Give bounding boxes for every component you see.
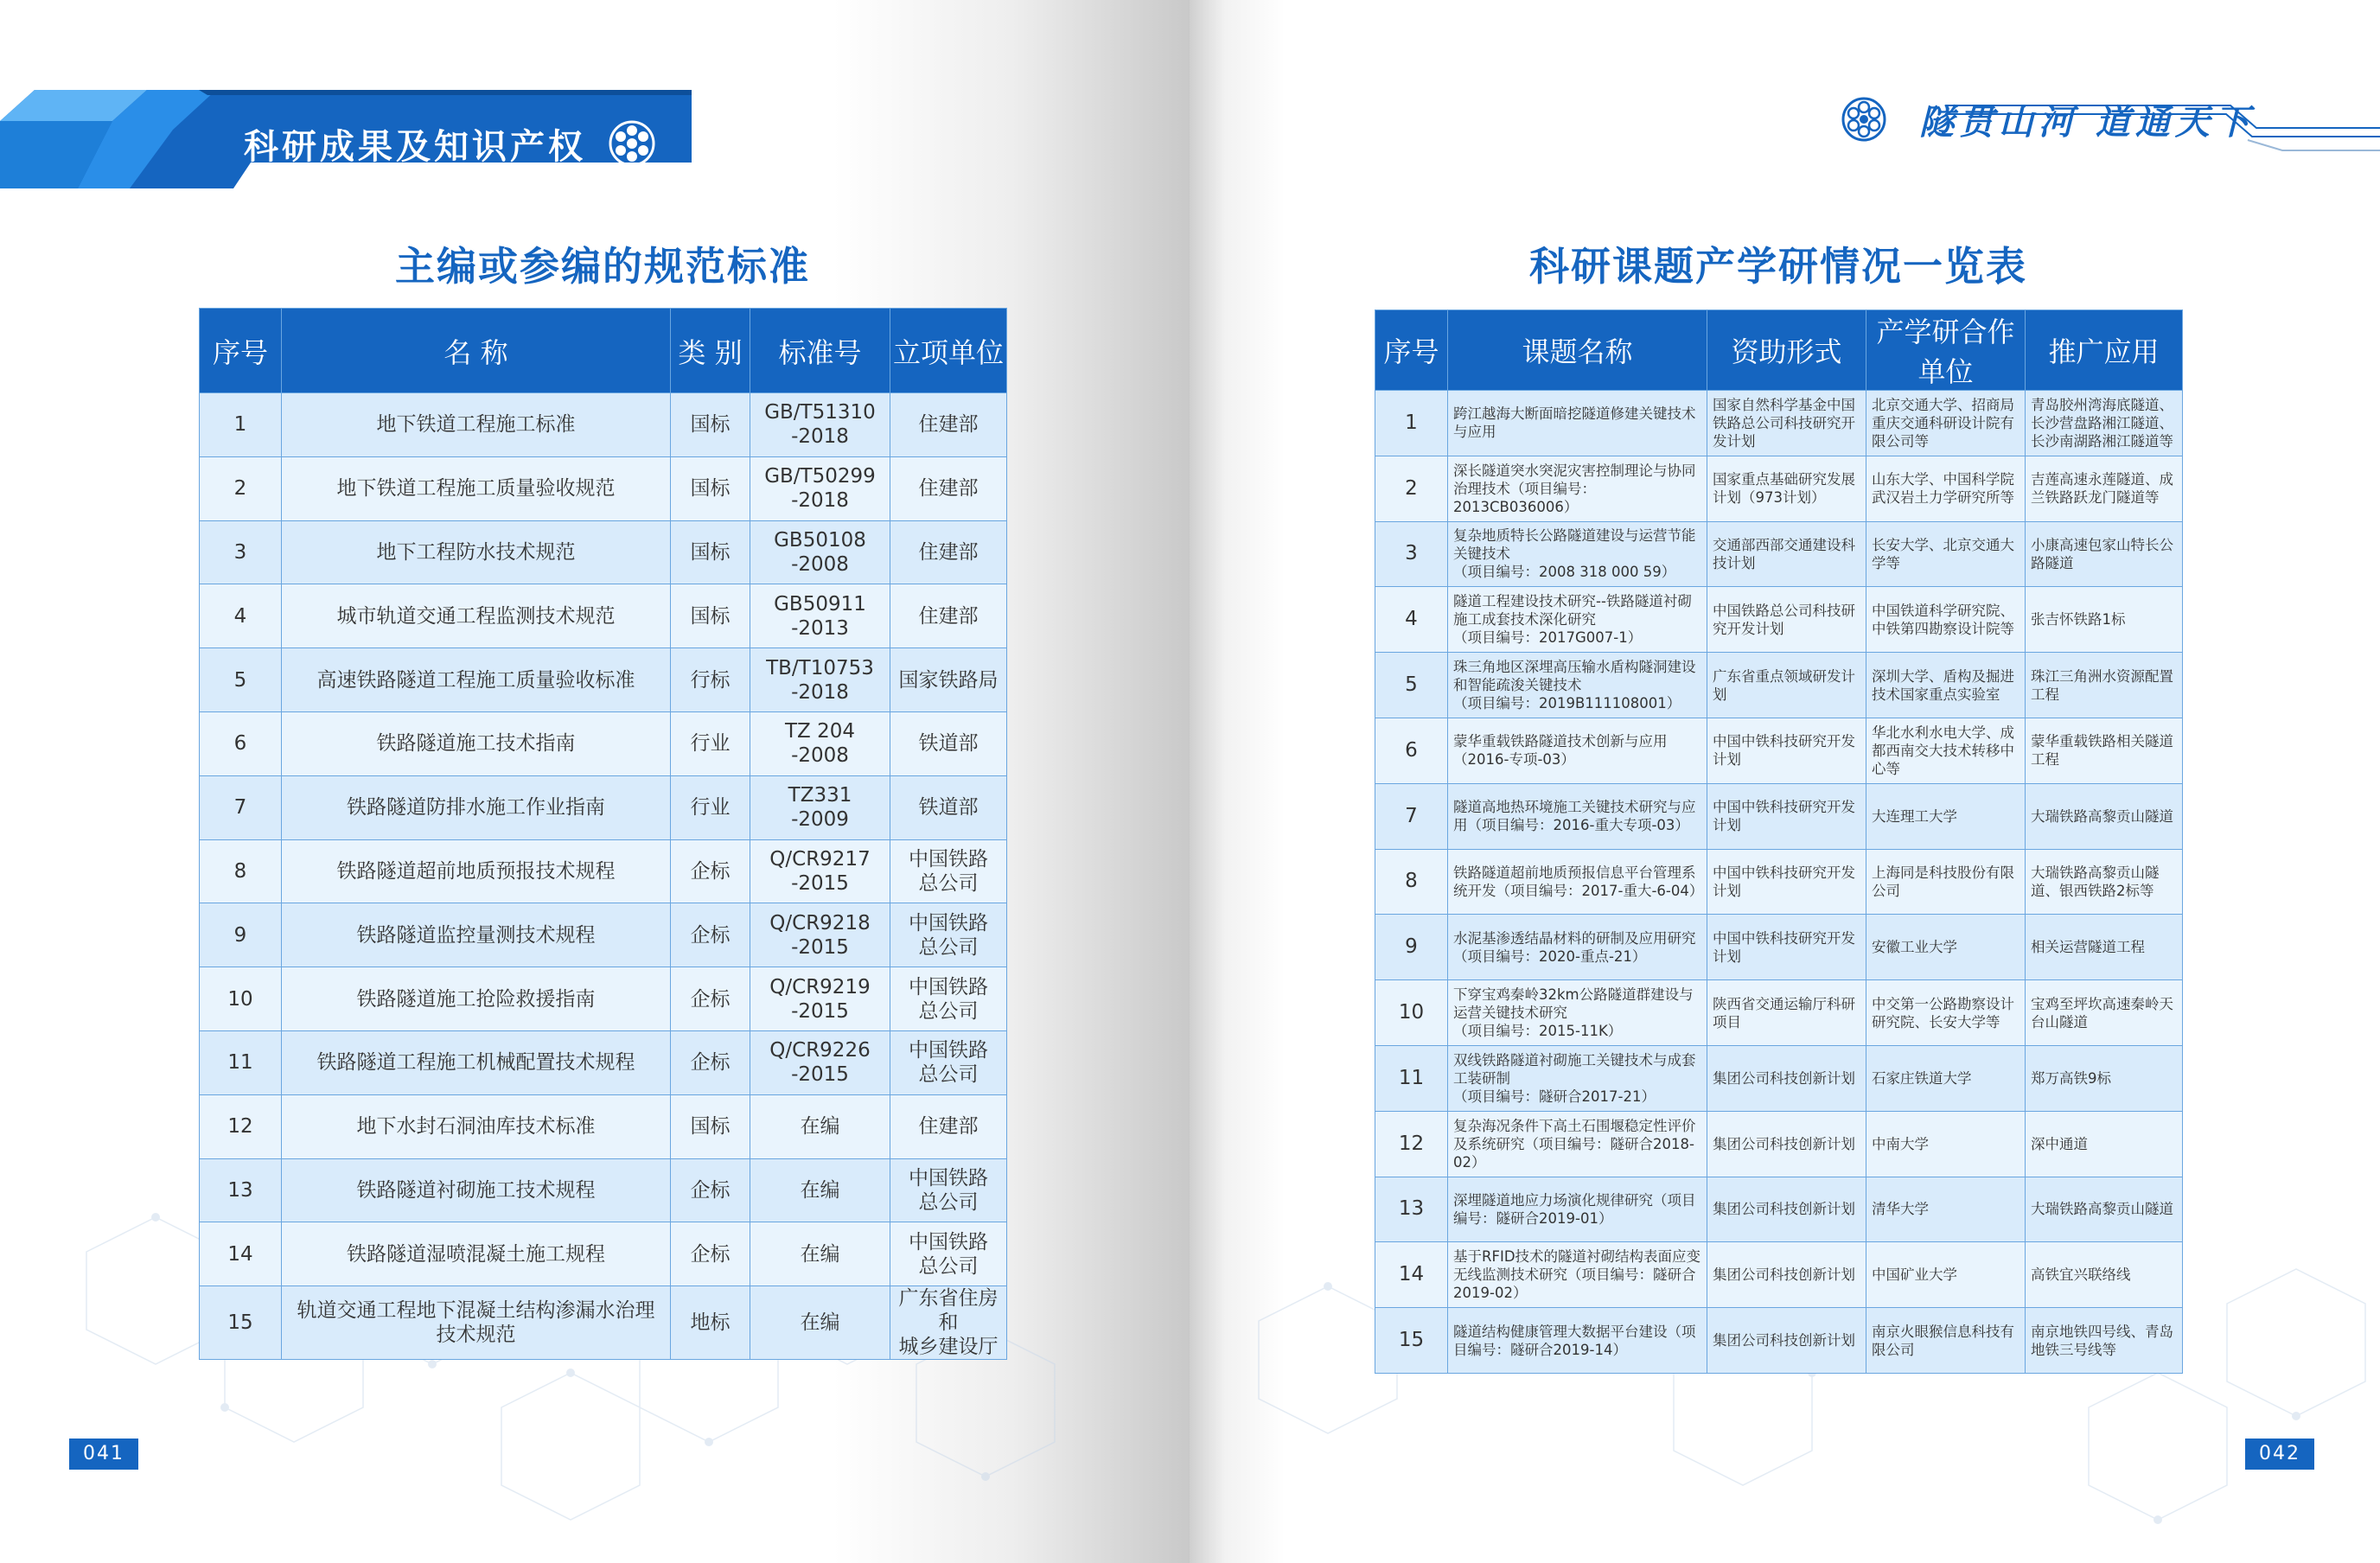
table-cell: 华北水利水电大学、成都西南交大技术转移中心等 <box>1866 718 2026 783</box>
table-cell: 铁路隧道湿喷混凝土施工规程 <box>282 1222 671 1286</box>
table-cell: 地标 <box>671 1286 750 1360</box>
table-row <box>200 584 1007 648</box>
table-cell: 12 <box>1375 1111 1448 1177</box>
table-cell: 长安大学、北京交通大学等 <box>1866 521 2026 587</box>
table-cell: 集团公司科技创新计划 <box>1707 1308 1866 1374</box>
table-cell: 集团公司科技创新计划 <box>1707 1177 1866 1242</box>
table-row <box>1375 718 2183 783</box>
table-cell: TZ331 -2009 <box>750 775 890 839</box>
table-cell: 中国铁道科学研究院、中铁第四勘察设计院等 <box>1866 587 2026 653</box>
table-cell: 国家自然科学基金中国铁路总公司科技研究开发计划 <box>1707 391 1866 456</box>
table-cell: 珠江三角洲水资源配置工程 <box>2026 653 2183 718</box>
table-cell: 7 <box>1375 783 1448 849</box>
table-cell: 上海同是科技股份有限公司 <box>1866 849 2026 915</box>
table-cell: 3 <box>200 520 282 584</box>
table-cell: 铁路隧道监控量测技术规程 <box>282 903 671 967</box>
table-cell: 15 <box>1375 1308 1448 1374</box>
table-cell: 企标 <box>671 1158 750 1222</box>
table-cell: 集团公司科技创新计划 <box>1707 1242 1866 1308</box>
table-cell: 行标 <box>671 648 750 712</box>
table-cell: 国标 <box>671 393 750 457</box>
table-cell: 深埋隧道地应力场演化规律研究（项目编号：隧研合2019-01） <box>1448 1177 1707 1242</box>
table-cell: 高速铁路隧道工程施工质量验收标准 <box>282 648 671 712</box>
table-cell: 14 <box>200 1222 282 1286</box>
table-cell: 高铁宜兴联络线 <box>2026 1242 2183 1308</box>
table-cell: 企标 <box>671 1030 750 1094</box>
table-cell: 住建部 <box>890 520 1007 584</box>
table-cell: 中国铁路 总公司 <box>890 1158 1007 1222</box>
header-cell: 序号 <box>1375 310 1448 391</box>
table-row <box>1375 521 2183 587</box>
table-cell: Q/CR9226 -2015 <box>750 1030 890 1094</box>
table-row <box>200 1094 1007 1158</box>
table-cell: 2 <box>200 456 282 520</box>
table-cell: GB50911 -2013 <box>750 584 890 648</box>
table-cell: 中国铁路 总公司 <box>890 839 1007 903</box>
table-cell: 6 <box>1375 718 1448 783</box>
table-row <box>1375 849 2183 915</box>
table-cell: 吉莲高速永莲隧道、成兰铁路跃龙门隧道等 <box>2026 456 2183 521</box>
table-cell: 5 <box>200 648 282 712</box>
header-cell: 资助形式 <box>1707 310 1866 391</box>
table-cell: 铁路隧道施工抢险救援指南 <box>282 967 671 1031</box>
table-cell: 青岛胶州湾海底隧道、长沙营盘路湘江隧道、长沙南湖路湘江隧道等 <box>2026 391 2183 456</box>
table-row <box>1375 1308 2183 1374</box>
table-row <box>200 775 1007 839</box>
table-cell: 8 <box>200 839 282 903</box>
table-row <box>1375 1177 2183 1242</box>
table-cell: 3 <box>1375 521 1448 587</box>
table-cell: 中国铁路 总公司 <box>890 967 1007 1031</box>
table-cell: 企标 <box>671 839 750 903</box>
table-cell: 铁路隧道工程施工机械配置技术规程 <box>282 1030 671 1094</box>
table-row <box>200 1222 1007 1286</box>
table-cell: 企标 <box>671 1222 750 1286</box>
table-cell: 15 <box>200 1286 282 1360</box>
table-cell: 企标 <box>671 967 750 1031</box>
left-section-title: 主编或参编的规范标准 <box>395 243 810 290</box>
table-row <box>1375 587 2183 653</box>
banner-title: 科研成果及知识产权 <box>244 127 586 167</box>
table-cell: 铁路隧道施工技术指南 <box>282 711 671 775</box>
table-cell: Q/CR9219 -2015 <box>750 967 890 1031</box>
table-row <box>1375 1111 2183 1177</box>
table-cell: TB/T10753 -2018 <box>750 648 890 712</box>
table-cell: 隧道结构健康管理大数据平台建设（项目编号：隧研合2019-14） <box>1448 1308 1707 1374</box>
table-cell: 安徽工业大学 <box>1866 915 2026 980</box>
table-row <box>200 839 1007 903</box>
projects-table <box>1375 309 2183 1374</box>
table-row <box>200 1030 1007 1094</box>
table-cell: 4 <box>200 584 282 648</box>
header-cell: 序号 <box>200 309 282 393</box>
table-cell: 陕西省交通运输厅科研项目 <box>1707 980 1866 1046</box>
table-cell: 4 <box>1375 587 1448 653</box>
table-cell: 国标 <box>671 584 750 648</box>
table-cell: 13 <box>1375 1177 1448 1242</box>
table-cell: GB/T51310 -2018 <box>750 393 890 457</box>
table-cell: 9 <box>1375 915 1448 980</box>
table-cell: 1 <box>1375 391 1448 456</box>
table-cell: 行业 <box>671 775 750 839</box>
table-cell: 国家铁路局 <box>890 648 1007 712</box>
table-cell: 地下铁道工程施工质量验收规范 <box>282 456 671 520</box>
table-cell: 11 <box>200 1030 282 1094</box>
table-cell: 清华大学 <box>1866 1177 2026 1242</box>
table-cell: 深长隧道突水突泥灾害控制理论与协同治理技术（项目编号：2013CB036006） <box>1448 456 1707 521</box>
table-cell: 珠三角地区深埋高压输水盾构隧洞建设和智能疏浚关键技术 （项目编号：2019B111108001） <box>1448 653 1707 718</box>
header-cell: 类 别 <box>671 309 750 393</box>
table-cell: 张吉怀铁路1标 <box>2026 587 2183 653</box>
table-cell: 铁道部 <box>890 775 1007 839</box>
table-cell: 铁路隧道超前地质预报信息平台管理系统开发（项目编号：2017-重大-6-04） <box>1448 849 1707 915</box>
table-cell: 在编 <box>750 1222 890 1286</box>
table-cell: 住建部 <box>890 584 1007 648</box>
table-row <box>200 1286 1007 1360</box>
table-cell: 国家重点基础研究发展计划（973计划） <box>1707 456 1866 521</box>
table-cell: 下穿宝鸡秦岭32km公路隧道群建设与运营关键技术研究 （项目编号：2015-11K） <box>1448 980 1707 1046</box>
table-cell: 城市轨道交通工程监测技术规范 <box>282 584 671 648</box>
table-row <box>200 1158 1007 1222</box>
table-row <box>200 903 1007 967</box>
table-cell: 复杂地质特长公路隧道建设与运营节能关键技术 （项目编号：2008 318 000 59） <box>1448 521 1707 587</box>
wheel-emblem-icon <box>608 119 656 168</box>
table-cell: 相关运营隧道工程 <box>2026 915 2183 980</box>
table-cell: 10 <box>1375 980 1448 1046</box>
table-cell: 隧道工程建设技术研究--铁路隧道衬砌施工成套技术深化研究 （项目编号：2017G007-1） <box>1448 587 1707 653</box>
table-cell: Q/CR9218 -2015 <box>750 903 890 967</box>
slogan-text: 隧贯山河 道通天下 <box>1919 102 2255 143</box>
table-cell: 中国中铁科技研究开发计划 <box>1707 915 1866 980</box>
table-cell: 广东省重点领域研发计划 <box>1707 653 1866 718</box>
table-row <box>200 711 1007 775</box>
table-cell: 小康高速包家山特长公路隧道 <box>2026 521 2183 587</box>
table-row <box>1375 783 2183 849</box>
table-cell: 跨江越海大断面暗挖隧道修建关键技术与应用 <box>1448 391 1707 456</box>
table-cell: 14 <box>1375 1242 1448 1308</box>
table-cell: 10 <box>200 967 282 1031</box>
table-cell: 地下水封石洞油库技术标准 <box>282 1094 671 1158</box>
table-cell: Q/CR9217 -2015 <box>750 839 890 903</box>
table-cell: 石家庄铁道大学 <box>1866 1045 2026 1111</box>
table-cell: 南京地铁四号线、青岛地铁三号线等 <box>2026 1308 2183 1374</box>
table-cell: 大瑞铁路高黎贡山隧道 <box>2026 1177 2183 1242</box>
table-row <box>200 520 1007 584</box>
table-cell: 郑万高铁9标 <box>2026 1045 2183 1111</box>
table-cell: 5 <box>1375 653 1448 718</box>
standards-header-row <box>200 309 1007 393</box>
table-cell: 在编 <box>750 1158 890 1222</box>
table-cell: 广东省住房和 城乡建设厅 <box>890 1286 1007 1360</box>
table-cell: 国标 <box>671 456 750 520</box>
table-cell: 11 <box>1375 1045 1448 1111</box>
table-cell: 13 <box>200 1158 282 1222</box>
table-cell: 地下铁道工程施工标准 <box>282 393 671 457</box>
table-cell: 双线铁路隧道衬砌施工关键技术与成套工装研制 （项目编号：隧研合2017-21） <box>1448 1045 1707 1111</box>
table-row <box>1375 980 2183 1046</box>
table-cell: 国标 <box>671 1094 750 1158</box>
table-cell: 8 <box>1375 849 1448 915</box>
table-row <box>1375 915 2183 980</box>
table-cell: 住建部 <box>890 456 1007 520</box>
table-cell: 6 <box>200 711 282 775</box>
table-row <box>200 967 1007 1031</box>
table-row <box>200 393 1007 457</box>
table-cell: 铁路隧道衬砌施工技术规程 <box>282 1158 671 1222</box>
table-cell: GB/T50299 -2018 <box>750 456 890 520</box>
table-cell: 中交第一公路勘察设计研究院、长安大学等 <box>1866 980 2026 1046</box>
table-cell: 大瑞铁路高黎贡山隧道、银西铁路2标等 <box>2026 849 2183 915</box>
table-cell: 蒙华重载铁路隧道技术创新与应用 （2016-专项-03） <box>1448 718 1707 783</box>
table-cell: 中国中铁科技研究开发计划 <box>1707 849 1866 915</box>
table-cell: 中国铁路总公司科技研究开发计划 <box>1707 587 1866 653</box>
projects-header-row <box>1375 310 2183 391</box>
right-section-title: 科研课题产学研情况一览表 <box>1529 243 2027 290</box>
table-cell: 在编 <box>750 1094 890 1158</box>
table-row <box>1375 653 2183 718</box>
table-cell: 水泥基渗透结晶材料的研制及应用研究（项目编号：2020-重点-21） <box>1448 915 1707 980</box>
table-cell: 在编 <box>750 1286 890 1360</box>
table-cell: 9 <box>200 903 282 967</box>
table-cell: GB50108 -2008 <box>750 520 890 584</box>
table-cell: 集团公司科技创新计划 <box>1707 1111 1866 1177</box>
table-cell: 深中通道 <box>2026 1111 2183 1177</box>
table-row <box>1375 391 2183 456</box>
table-cell: 铁路隧道超前地质预报技术规程 <box>282 839 671 903</box>
table-cell: 宝鸡至坪坎高速秦岭天台山隧道 <box>2026 980 2183 1046</box>
table-cell: 中国矿业大学 <box>1866 1242 2026 1308</box>
table-cell: 铁路隧道防排水施工作业指南 <box>282 775 671 839</box>
table-cell: 1 <box>200 393 282 457</box>
table-row <box>200 456 1007 520</box>
table-cell: 南京火眼猴信息科技有限公司 <box>1866 1308 2026 1374</box>
table-cell: 基于RFID技术的隧道衬砌结构表面应变无线监测技术研究（项目编号：隧研合2019-02） <box>1448 1242 1707 1308</box>
table-cell: 深圳大学、盾构及掘进技术国家重点实验室 <box>1866 653 2026 718</box>
page-number-left: 041 <box>69 1439 138 1470</box>
table-cell: 交通部西部交通建设科技计划 <box>1707 521 1866 587</box>
wheel-emblem-icon <box>1840 95 1888 144</box>
page-number-right: 042 <box>2245 1439 2314 1470</box>
table-cell: 中国铁路 总公司 <box>890 1222 1007 1286</box>
table-row <box>200 648 1007 712</box>
header-cell: 标准号 <box>750 309 890 393</box>
table-cell: 轨道交通工程地下混凝土结构渗漏水治理 技术规范 <box>282 1286 671 1360</box>
table-row <box>1375 456 2183 521</box>
table-cell: TZ 204 -2008 <box>750 711 890 775</box>
table-cell: 企标 <box>671 903 750 967</box>
header-cell: 课题名称 <box>1448 310 1707 391</box>
table-cell: 中国中铁科技研究开发计划 <box>1707 783 1866 849</box>
table-cell: 蒙华重载铁路相关隧道工程 <box>2026 718 2183 783</box>
table-cell: 大瑞铁路高黎贡山隧道 <box>2026 783 2183 849</box>
table-cell: 中国铁路 总公司 <box>890 1030 1007 1094</box>
table-cell: 住建部 <box>890 1094 1007 1158</box>
table-cell: 复杂海况条件下高土石围堰稳定性评价及系统研究（项目编号：隧研合2018-02） <box>1448 1111 1707 1177</box>
table-cell: 7 <box>200 775 282 839</box>
header-cell: 产学研合作单位 <box>1866 310 2026 391</box>
table-cell: 隧道高地热环境施工关键技术研究与应用（项目编号：2016-重大专项-03） <box>1448 783 1707 849</box>
table-cell: 中南大学 <box>1866 1111 2026 1177</box>
table-cell: 铁道部 <box>890 711 1007 775</box>
header-cell: 推广应用 <box>2026 310 2183 391</box>
table-cell: 行业 <box>671 711 750 775</box>
table-cell: 山东大学、中国科学院武汉岩土力学研究所等 <box>1866 456 2026 521</box>
table-cell: 住建部 <box>890 393 1007 457</box>
header-cell: 名 称 <box>282 309 671 393</box>
table-cell: 12 <box>200 1094 282 1158</box>
table-cell: 国标 <box>671 520 750 584</box>
table-cell: 地下工程防水技术规范 <box>282 520 671 584</box>
table-cell: 集团公司科技创新计划 <box>1707 1045 1866 1111</box>
table-row <box>1375 1045 2183 1111</box>
header-cell: 立项单位 <box>890 309 1007 393</box>
table-cell: 中国中铁科技研究开发计划 <box>1707 718 1866 783</box>
table-cell: 2 <box>1375 456 1448 521</box>
table-row <box>1375 1242 2183 1308</box>
table-cell: 大连理工大学 <box>1866 783 2026 849</box>
standards-table <box>199 308 1007 1360</box>
table-cell: 中国铁路 总公司 <box>890 903 1007 967</box>
table-cell: 北京交通大学、招商局重庆交通科研设计院有限公司等 <box>1866 391 2026 456</box>
